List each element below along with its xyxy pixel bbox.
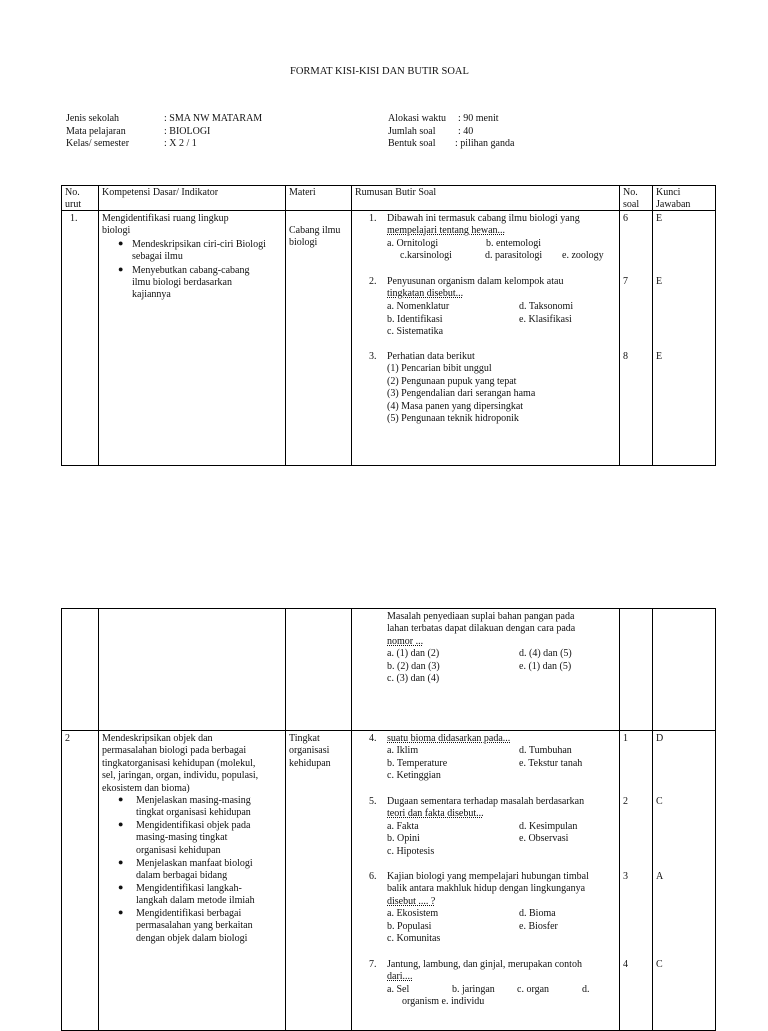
info-value-jumlah-soal: : 40 (458, 125, 474, 137)
table-header-row (62, 186, 716, 211)
info-value-jenis-sekolah: : SMA NW MATARAM (164, 113, 263, 124)
kisi-table-2 (61, 608, 716, 1031)
info-label-jumlah-soal: Jumlah soal (388, 125, 436, 137)
row2-kompetensi: Mendeskripsikan objek dan permasalahan biologi pada berbagai tingkatorganisasi kehidupan (molekul, sel, jaringan, organ, individu, populasi, ekosistem dan bioma) ● Menjelaskan masing-masing tingkat organisasi kehidupan ● Mengidentifikasi objek pada masing-masing tingkat organisasi kehidupan ● Menjelaskan manfaat biologi dalam berbagai bidang ● Mengidentifikasi langkah- langkah dalam metode ilmiah ● Mengidentifikasi berbagai permasalahan yang berkaitan dengan objek dalam biologi (99, 731, 286, 1031)
q4-number: 4. (369, 733, 377, 744)
info-value-alokasi-waktu: : 90 menit (458, 113, 499, 124)
header-no-urut: No. urut (62, 186, 99, 211)
header-no-soal: No. soal (620, 186, 653, 211)
header-materi: Materi (286, 186, 352, 211)
q5-number: 5. (369, 796, 377, 807)
info-label-alokasi-waktu: Alokasi waktu (388, 113, 447, 124)
kisi-table-1 (61, 185, 716, 466)
row2-no-soal: 1 2 3 4 (620, 731, 653, 1031)
row2-kunci: D C A C (653, 731, 716, 1031)
table-row (62, 609, 716, 731)
info-label-mata-pelajaran: Mata pelajaran (66, 125, 126, 137)
header-rumusan: Rumusan Butir Soal (352, 186, 620, 211)
row1-rumusan: 1. Dibawah ini termasuk cabang ilmu biologi yang mempelajari tentang hewan... a. Ornitologi b. entemologi c.karsinologi d. parasitologi e. zoology 2. Penyusunan organism dalam kelompok atau tingkatan disebut... a. Nomenklatur d. Taksonomi b. Identifikasi e. Klasifikasi c. Sistematika 3. Perhatian data berikut (1) Pencarian bibit unggul (2) Pengunaan pupuk yang tepat (3) Pengendalian dari serangan hama (4) Masa panen yang dipersingkat (5) Pengunaan teknik hidroponik (352, 211, 620, 466)
info-label-jenis-sekolah: Jenis sekolah (66, 113, 120, 124)
bullet-icon: ● (118, 794, 124, 804)
bullet-icon: ● (118, 882, 124, 892)
q1-number: 1. (369, 213, 377, 224)
row1-no-soal: 6 7 8 (620, 211, 653, 466)
row2-materi: Tingkat organisasi kehidupan (286, 731, 352, 1031)
info-label-kelas: Kelas/ semester (66, 138, 130, 149)
table-row (62, 211, 716, 466)
table-row (62, 731, 716, 1031)
q6-number: 6. (369, 871, 377, 882)
row2-no: 2 (62, 731, 99, 1031)
header-kunci: Kunci Jawaban (653, 186, 716, 211)
bullet-icon: ● (118, 907, 124, 917)
info-value-bentuk-soal: : pilihan ganda (455, 138, 515, 149)
info-label-bentuk-soal: Bentuk soal (388, 138, 436, 149)
bullet-icon: ● (118, 238, 124, 248)
bullet-icon: ● (118, 857, 124, 867)
row1-kunci: E E E (653, 211, 716, 466)
page-title: FORMAT KISI-KISI DAN BUTIR SOAL (290, 66, 469, 77)
row2-rumusan: 4. suatu bioma didasarkan pada... a. Iklim d. Tumbuhan b. Temperature e. Tekstur tanah c. Ketinggian 5. Dugaan sementara terhadap masalah berdasarkan teori dan fakta disebut... a. Fakta d. Kesimpulan b. Opini e. Observasi c. Hipotesis 6. Kajian biologi yang mempelajari hubungan timbal balik antara makhluk hidup dengan lingkunganya disebut .... ? a. Ekosistem d. Bioma b. Populasi e. Biosfer c. Komunitas 7. Jantung, lambung, dan ginjal, merupakan contoh dari.... a. Sel b. jaringan c. organ d. organism e. individu (352, 731, 620, 1031)
continuation-rumusan: Masalah penyediaan suplai bahan pangan pada lahan terbatas dapat dilakuan dengan cara pada nomor ... a. (1) dan (2) d. (4) dan (5) b. (2) dan (3) e. (1) dan (5) c. (3) dan (4) (352, 609, 620, 731)
info-value-mata-pelajaran: : BIOLOGI (164, 125, 211, 137)
header-kompetensi: Kompetensi Dasar/ Indikator (99, 186, 286, 211)
info-value-kelas: : X 2 / 1 (164, 138, 197, 149)
q3-number: 3. (369, 351, 377, 362)
q7-number: 7. (369, 959, 377, 970)
row1-materi: Cabang ilmu biologi (286, 211, 352, 466)
bullet-icon: ● (118, 264, 124, 274)
row1-kompetensi: Mengidentifikasi ruang lingkup biologi ● Mendeskripsikan ciri-ciri Biologi sebagai ilmu ● Menyebutkan cabang-cabang ilmu biologi berdasarkan kajiannya (99, 211, 286, 466)
bullet-icon: ● (118, 819, 124, 829)
row1-no: 1. (62, 211, 99, 466)
q2-number: 2. (369, 276, 377, 287)
